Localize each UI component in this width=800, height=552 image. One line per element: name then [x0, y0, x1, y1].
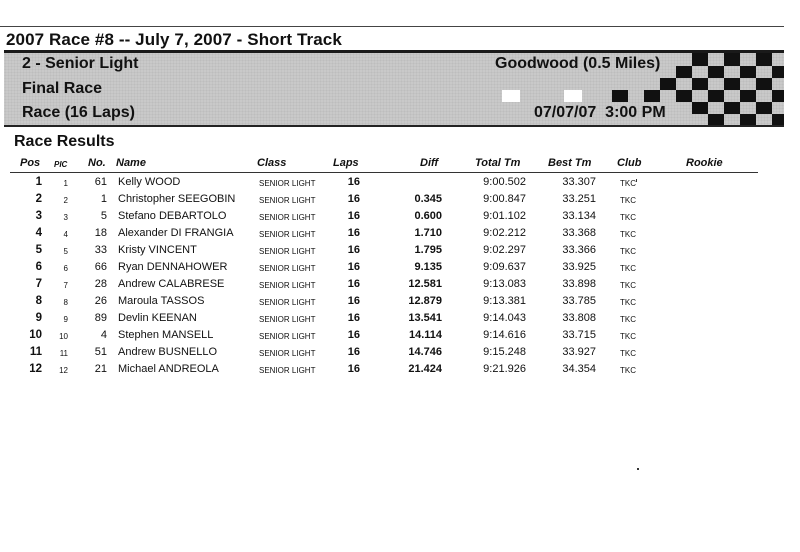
cell-diff: 0.345 [414, 193, 442, 205]
cell-name: Ryan DENNAHOWER [118, 261, 228, 273]
cell-laps: 16 [347, 295, 360, 307]
cell-best-time: 33.134 [562, 210, 596, 222]
cell-best-time: 33.927 [562, 346, 596, 358]
col-header-club: Club [617, 157, 642, 169]
cell-pos: 6 [35, 261, 42, 273]
cell-diff: 1.795 [414, 244, 442, 256]
col-header-no: No. [88, 157, 106, 169]
cell-pos: 3 [35, 210, 42, 222]
table-row [0, 174, 800, 191]
cell-pos: 5 [35, 244, 42, 256]
cell-total-time: 9:13.083 [483, 278, 526, 290]
cell-class: SENIOR LIGHT [259, 349, 316, 358]
table-row [0, 310, 800, 327]
cell-class: SENIOR LIGHT [259, 332, 316, 341]
table-row [0, 276, 800, 293]
cell-total-time: 9:21.926 [483, 363, 526, 375]
scan-speck [637, 468, 639, 470]
table-row [0, 259, 800, 276]
cell-total-time: 9:14.043 [483, 312, 526, 324]
cell-class: SENIOR LIGHT [259, 213, 316, 222]
cell-club: TKC [620, 315, 636, 324]
cell-pos: 4 [35, 227, 42, 239]
cell-diff: 0.600 [414, 210, 442, 222]
cell-club: TKC [620, 281, 636, 290]
cell-total-time: 9:00.847 [483, 193, 526, 205]
cell-best-time: 33.251 [562, 193, 596, 205]
cell-laps: 16 [347, 176, 360, 188]
cell-diff: 12.879 [408, 295, 442, 307]
cell-diff: 13.541 [408, 312, 442, 324]
cell-number: 33 [94, 244, 107, 256]
col-header-diff: Diff [420, 157, 439, 169]
cell-class: SENIOR LIGHT [259, 366, 316, 375]
cell-club: TKC [620, 264, 636, 273]
cell-club: TKC [620, 349, 636, 358]
header-rule [10, 172, 758, 173]
cell-class: SENIOR LIGHT [259, 196, 316, 205]
cell-number: 4 [100, 329, 107, 341]
cell-number: 51 [94, 346, 107, 358]
race-class: 2 - Senior Light [22, 55, 139, 72]
cell-pos: 12 [29, 363, 42, 375]
cell-pos: 1 [35, 176, 42, 188]
cell-name: Christopher SEEGOBIN [118, 193, 236, 205]
cell-number: 5 [100, 210, 107, 222]
col-header-pic: PIC [54, 160, 68, 169]
table-row [0, 225, 800, 242]
race-laps: Race (16 Laps) [22, 104, 135, 121]
cell-best-time: 33.366 [562, 244, 596, 256]
cell-total-time: 9:02.212 [483, 227, 526, 239]
cell-pos: 8 [35, 295, 42, 307]
cell-club: TKC [620, 332, 636, 341]
cell-number: 26 [94, 295, 107, 307]
cell-club: TKC [620, 366, 636, 375]
cell-pic: 12 [59, 366, 68, 375]
col-header-name: Name [116, 157, 146, 169]
cell-class: SENIOR LIGHT [259, 247, 316, 256]
cell-class: SENIOR LIGHT [259, 179, 316, 188]
cell-name: Maroula TASSOS [118, 295, 205, 307]
cell-club: TKC [620, 298, 636, 307]
cell-total-time: 9:01.102 [483, 210, 526, 222]
race-datetime: 07/07/07 3:00 PM [534, 104, 666, 121]
cell-club: TKC [620, 213, 636, 222]
cell-laps: 16 [347, 312, 360, 324]
cell-class: SENIOR LIGHT [259, 281, 316, 290]
cell-diff: 12.581 [408, 278, 442, 290]
cell-laps: 16 [347, 329, 360, 341]
cell-best-time: 34.354 [562, 363, 596, 375]
cell-pic: 2 [63, 196, 68, 205]
cell-laps: 16 [347, 193, 360, 205]
cell-club: TKC [620, 247, 636, 256]
col-header-pos: Pos [20, 157, 41, 169]
cell-total-time: 9:15.248 [483, 346, 526, 358]
cell-class: SENIOR LIGHT [259, 264, 316, 273]
cell-best-time: 33.368 [562, 227, 596, 239]
cell-laps: 16 [347, 278, 360, 290]
cell-diff: 14.746 [408, 346, 442, 358]
cell-pic: 4 [63, 230, 68, 239]
race-session: Final Race [22, 80, 103, 97]
cell-pos: 10 [29, 329, 42, 341]
cell-name: Michael ANDREOLA [118, 363, 219, 375]
cell-pos: 11 [29, 346, 42, 358]
cell-diff: 9.135 [414, 261, 442, 273]
cell-laps: 16 [347, 210, 360, 222]
cell-diff: 21.424 [408, 363, 442, 375]
cell-diff: 1.710 [414, 227, 442, 239]
cell-best-time: 33.808 [562, 312, 596, 324]
col-header-rookie: Rookie [686, 157, 723, 169]
cell-laps: 16 [347, 363, 360, 375]
cell-pic: 5 [63, 247, 68, 256]
col-header-laps: Laps [333, 157, 359, 169]
cell-best-time: 33.925 [562, 261, 596, 273]
col-header-total-time: Total Tm [475, 157, 521, 169]
cell-total-time: 9:02.297 [483, 244, 526, 256]
cell-name: Andrew BUSNELLO [118, 346, 218, 358]
cell-name: Stefano DEBARTOLO [118, 210, 227, 222]
table-row [0, 191, 800, 208]
cell-number: 1 [100, 193, 107, 205]
cell-best-time: 33.307 [562, 176, 596, 188]
table-row [0, 344, 800, 361]
cell-best-time: 33.785 [562, 295, 596, 307]
cell-best-time: 33.898 [562, 278, 596, 290]
cell-diff: 14.114 [408, 329, 442, 341]
cell-name: Andrew CALABRESE [118, 278, 225, 290]
table-row [0, 361, 800, 378]
cell-number: 89 [94, 312, 107, 324]
cell-total-time: 9:14.616 [483, 329, 526, 341]
cell-total-time: 9:00.502 [483, 176, 526, 188]
cell-pic: 11 [59, 349, 68, 358]
cell-pic: 1 [63, 179, 68, 188]
cell-laps: 16 [347, 346, 360, 358]
cell-total-time: 9:09.637 [483, 261, 526, 273]
cell-pic: 6 [63, 264, 68, 273]
cell-number: 61 [94, 176, 107, 188]
cell-number: 28 [94, 278, 107, 290]
col-header-class: Class [257, 157, 287, 169]
cell-club: TKC [620, 179, 636, 188]
cell-laps: 16 [347, 261, 360, 273]
cell-name: Alexander DI FRANGIA [118, 227, 234, 239]
cell-name: Devlin KEENAN [118, 312, 197, 324]
cell-club: TKC [620, 230, 636, 239]
cell-pos: 2 [35, 193, 42, 205]
table-row [0, 327, 800, 344]
cell-total-time: 9:13.381 [483, 295, 526, 307]
cell-pic: 8 [63, 298, 68, 307]
table-row [0, 242, 800, 259]
cell-laps: 16 [347, 227, 360, 239]
cell-laps: 16 [347, 244, 360, 256]
venue: Goodwood (0.5 Miles) [495, 55, 661, 72]
cell-number: 21 [94, 363, 107, 375]
cell-class: SENIOR LIGHT [259, 298, 316, 307]
cell-name: Stephen MANSELL [118, 329, 214, 341]
scan-speck [636, 179, 637, 182]
page-top-rule [0, 26, 784, 27]
cell-name: Kristy VINCENT [118, 244, 197, 256]
table-row [0, 293, 800, 310]
cell-name: Kelly WOOD [118, 176, 181, 188]
table-row [0, 208, 800, 225]
section-title: Race Results [14, 133, 115, 150]
cell-class: SENIOR LIGHT [259, 230, 316, 239]
col-header-best-time: Best Tm [548, 157, 592, 169]
cell-number: 66 [94, 261, 107, 273]
cell-club: TKC [620, 196, 636, 205]
cell-pic: 3 [63, 213, 68, 222]
cell-pic: 7 [63, 281, 68, 290]
cell-pic: 9 [63, 315, 68, 324]
cell-number: 18 [94, 227, 107, 239]
race-banner [4, 53, 784, 127]
cell-best-time: 33.715 [562, 329, 596, 341]
cell-class: SENIOR LIGHT [259, 315, 316, 324]
event-title: 2007 Race #8 -- July 7, 2007 - Short Track [6, 30, 342, 49]
cell-pic: 10 [59, 332, 68, 341]
cell-pos: 9 [35, 312, 42, 324]
cell-pos: 7 [35, 278, 42, 290]
